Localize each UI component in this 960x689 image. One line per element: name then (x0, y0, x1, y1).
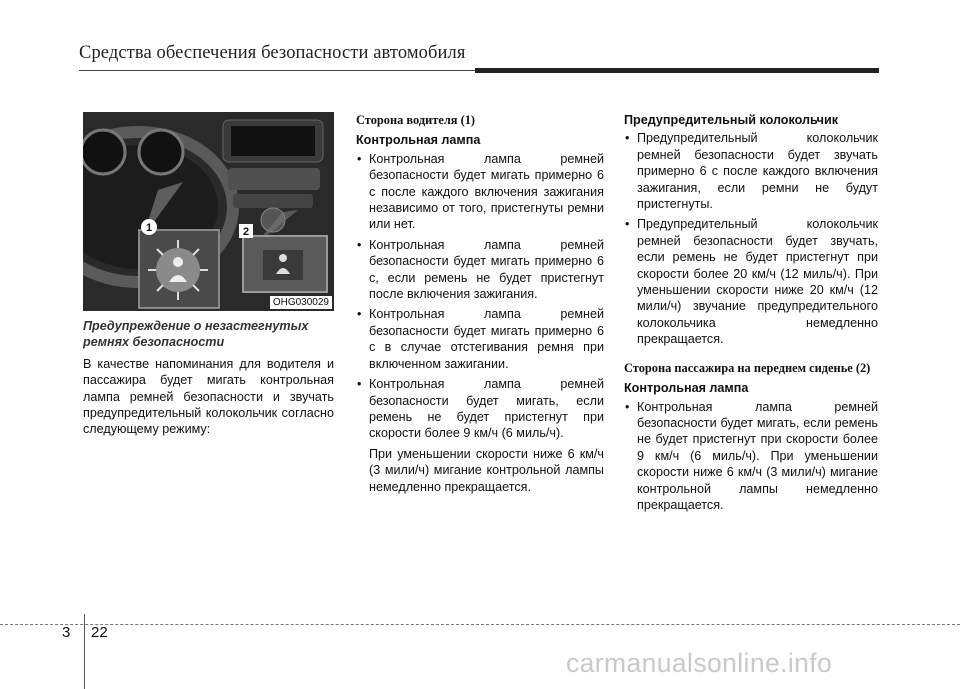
chapter-number: 3 (62, 624, 71, 641)
list-item: • Контрольная лампа ремней безопасности будет мигать примерно 6 с, если ремень не будет пристегнут после включения зажигания. (356, 237, 604, 303)
chime-list (624, 130, 878, 347)
continuation-paragraph: При уменьшении скорости ниже 6 км/ч (3 мили/ч) мигание контрольной лампы немедленно прекращается. (369, 446, 604, 494)
chime-subheading: Предупредительный колокольчик (624, 113, 839, 127)
list-item: • Предупредительный колокольчик ремней безопасности будет звучать примерно 6 с после каждого включения зажигания, если ремни не будут пристегнуты. (624, 130, 878, 212)
page-number: 22 (91, 624, 108, 641)
column-middle (356, 112, 604, 499)
list-item: • Контрольная лампа ремней безопасности будет мигать примерно 6 с после каждого включения зажигания независимо от того, пристегнуты ремни или нет. (356, 151, 604, 233)
figure-code: OHG030029 (270, 296, 332, 309)
driver-lamp-list (356, 151, 604, 442)
watermark: carmanualsonline.info (566, 648, 833, 678)
list-item: • Контрольная лампа ремней безопасности будет мигать, если ремень не будет пристегнут при скорости более 9 км/ч (6 миль/ч). При уменьшении скорости ниже 6 км/ч (3 мили/ч) мигание контрольной лампы немедленно прекращается. (624, 399, 878, 514)
column-right (624, 112, 878, 517)
list-item: • Контрольная лампа ремней безопасности будет мигать примерно 6 с в случае отстегивания ремня при включенном зажигании. (356, 306, 604, 372)
indicator-lamp-subheading: Контрольная лампа (356, 133, 481, 148)
svg-text:2: 2 (242, 226, 250, 238)
footer-rule (0, 624, 960, 625)
passenger-lamp-list (624, 399, 878, 514)
dashboard-photo (83, 112, 334, 311)
passenger-side-heading: Сторона пассажира на переднем сиденье (2) (624, 360, 871, 375)
driver-side-heading: Сторона водителя (1) (356, 113, 476, 127)
list-item: • Предупредительный колокольчик ремней безопасности будет звучать, если ремень не будет пристегнут при скорости более 20 км/ч (12 миль/ч). При уменьшении скорости ниже 20 км/ч (12 мили/ч) звучание предупредительного колокольчика немедленно прекращается. (624, 216, 878, 347)
section-heading: Предупреждение о незастегнутых ремнях безопасности (83, 319, 309, 350)
page-header-title: Средства обеспечения безопасности автомобиля (79, 43, 466, 63)
column-left (83, 318, 334, 438)
svg-text:1: 1 (145, 222, 153, 234)
footer-divider (84, 614, 85, 689)
header-bar (475, 68, 879, 73)
indicator-lamp-subheading: Контрольная лампа (624, 381, 749, 396)
intro-paragraph: В качестве напоминания для водителя и пассажира будет мигать контрольная лампа ремней безопасности и звучать предупредительный колокольчик согласно следующему режиму: (83, 356, 334, 437)
list-item: • Контрольная лампа ремней безопасности будет мигать, если ремень не будет пристегнут при скорости более 9 км/ч (6 миль/ч). (356, 376, 604, 442)
